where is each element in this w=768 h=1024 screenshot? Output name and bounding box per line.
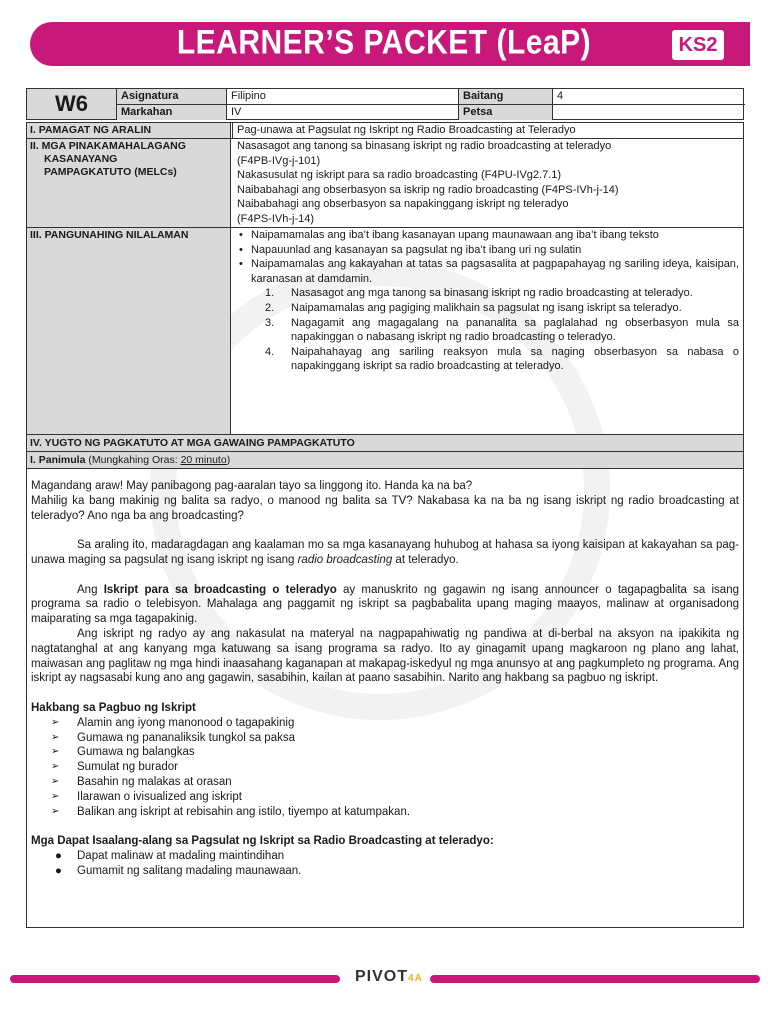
- section3-content: [233, 228, 743, 436]
- paragraph: Magandang araw! May panibagong pag-aaralan tayo sa linggong ito. Handa ka na ba?: [31, 480, 473, 492]
- asignatura-value: Filipino: [227, 89, 459, 104]
- asignatura-label: Asignatura: [117, 89, 227, 104]
- list-item: ➢ Sumulat ng burador: [51, 761, 179, 774]
- petsa-label: Petsa: [459, 105, 553, 120]
- section1-label: I. PAMAGAT NG ARALIN: [27, 123, 231, 139]
- section3-label: III. PANGUNAHING NILALAMAN: [27, 228, 231, 436]
- section2-label: II. MGA PINAKAMAHALAGANG KASANAYANG PAMPAGKATUTO (MELCs): [27, 139, 231, 229]
- list-item: 4. Naipahahayag ang sariling reaksyon mula sa naging obserbasyon sa nabasa o napakinggang iskript sa radio broadcasting at teleradyo.: [265, 345, 739, 373]
- paragraph: Mahilig ka bang makinig ng balita sa radyo, o manood ng balita sa TV? Nakabasa ka na ba ng isang iskript ng radio broadcasting at teleradyo? Ano nga ba ang broadcasting?: [31, 494, 739, 522]
- list-item: ● Dapat malinaw at madaling maintindihan: [55, 849, 285, 862]
- week-label: W6: [27, 89, 117, 119]
- melc-line: Naibabahagi ang obserbasyon sa napakinggang iskript ng teleradyo: [237, 198, 569, 211]
- petsa-value: [553, 105, 745, 120]
- list-item: ➢ Gumawa ng pananaliksik tungkol sa paksa: [51, 731, 295, 744]
- list-item: ➢ Ilarawan o ivisualized ang iskript: [51, 790, 242, 803]
- list-item: 1. Nasasagot ang mga tanong sa binasang iskript ng radio broadcasting at teleradyo.: [265, 287, 693, 300]
- markahan-value: IV: [227, 105, 459, 120]
- list-item: • Naipamamalas ang kakayahan at tatas sa pagsasalita at pagpapahayag ng sariling ideya, kaisipan, karanasan at damdamin.: [239, 258, 739, 285]
- list-item: • Naipamamalas ang iba’t ibang kasanayan upang maunawaan ang iba’t ibang teksto: [239, 229, 659, 241]
- pivot-logo: PIVOT4A: [355, 968, 423, 985]
- list-item: 3. Nagagamit ang magagalang na pananalita sa paglalahad ng obserbasyon mula sa napakinggan o nabasang iskript ng radio broadcasting o teleradyo.: [265, 316, 739, 344]
- baitang-label: Baitang: [459, 89, 553, 104]
- panimula-row: I. Panimula (Mungkahing Oras: 20 minuto): [27, 452, 743, 468]
- melc-line: (F4PB-IVg-j-101): [237, 154, 321, 167]
- list-item: ➢ Alamin ang iyong manonood o tagapakinig: [51, 716, 295, 729]
- list-item: ➢ Balikan ang iskript at rebisahin ang istilo, tiyempo at katumpakan.: [51, 805, 411, 818]
- paragraph: Sa araling ito, madaragdagan ang kaalaman mo sa mga kasanayang huhubog at hahasa sa iyong kaisipan at kakayahan sa pag-unawa maging sa pagsulat ng isang iskript ng isang radio broadcasting at teleradyo.: [31, 539, 739, 566]
- baitang-value: 4: [557, 90, 564, 102]
- section2-melcs: [233, 139, 743, 229]
- section4-label: IV. YUGTO NG PAGKATUTO AT MGA GAWAING PAMPAGKATUTO: [27, 435, 743, 451]
- list-item: ● Gumamit ng salitang madaling maunawaan.: [55, 864, 302, 877]
- melc-line: Nakasusulat ng iskript para sa radio broadcasting (F4PU-IVg2.7.1): [237, 169, 562, 182]
- header-banner: [0, 20, 768, 72]
- markahan-label: Markahan: [117, 105, 227, 120]
- ks-badge: KS2: [672, 30, 724, 60]
- melc-line: Nasasagot ang tanong sa binasang iskript ng radio broadcasting at teleradyo: [237, 140, 612, 152]
- list-item: ➢ Gumawa ng balangkas: [51, 746, 195, 759]
- list-item: ➢ Basahin ng malakas at orasan: [51, 775, 232, 788]
- lesson-body: [31, 479, 739, 879]
- melc-line: (F4PS-IVh-j-14): [237, 212, 315, 225]
- footer-line-left: [10, 975, 340, 983]
- info-table: [26, 88, 744, 120]
- paragraph: Ang iskript ng radyo ay ang nakasulat na materyal na nagpapahiwatig ng pandiwa at di-berbal na aksyon na ipakikita ng nagtatanghal at ang kanyang mga katuwang sa isang programa sa radyo. Ito ay ginagamit upang magkaroon ng plano ang lahat, maiwasan ang paglitaw ng mga hindi inaasahang kaganapan at makapag-iskedyul ng mga anunsyo at ang pagkumpleto ng programa. Ang iskript ay nagsasabi kung ano ang gagawin, sasabihin, kailan at paano sasabihin. Narito ang hakbang sa pagbuo ng iskript.: [31, 627, 739, 685]
- packet-title: LEARNER’S PACKET (LeaP): [176, 23, 592, 62]
- melc-line: Naibabahagi ang obserbasyon sa iskrip ng radio broadcasting (F4PS-IVh-j-14): [237, 183, 619, 196]
- list-item: 2. Naipamamalas ang pagiging malikhain sa pagsulat ng isang iskript sa teleradyo.: [265, 301, 682, 314]
- list-item: • Napauunlad ang kasanayan sa pagsulat ng iba’t ibang uri ng sulatin: [239, 243, 582, 256]
- hakbang-title: Hakbang sa Pagbuo ng Iskript: [31, 701, 196, 714]
- section1-value: Pag-unawa at Pagsulat ng Iskript ng Radio Broadcasting at Teleradyo: [232, 123, 742, 139]
- lesson-box: [26, 122, 744, 928]
- paragraph: Ang Iskript para sa broadcasting o teleradyo ay manuskrito ng gagawin ng isang announcer o tagapagbalita sa isang programa sa radio o telebisyon. Mahalaga ang paggamit ng iskript sa pagbabalita upang maging maayos, malinaw at organisadong maiparating sa mga tagapakinig.: [31, 583, 739, 626]
- footer-line-right: [430, 975, 760, 983]
- dapat-title: Mga Dapat Isaalang-alang sa Pagsulat ng Iskript sa Radio Broadcasting at teleradyo:: [31, 835, 494, 848]
